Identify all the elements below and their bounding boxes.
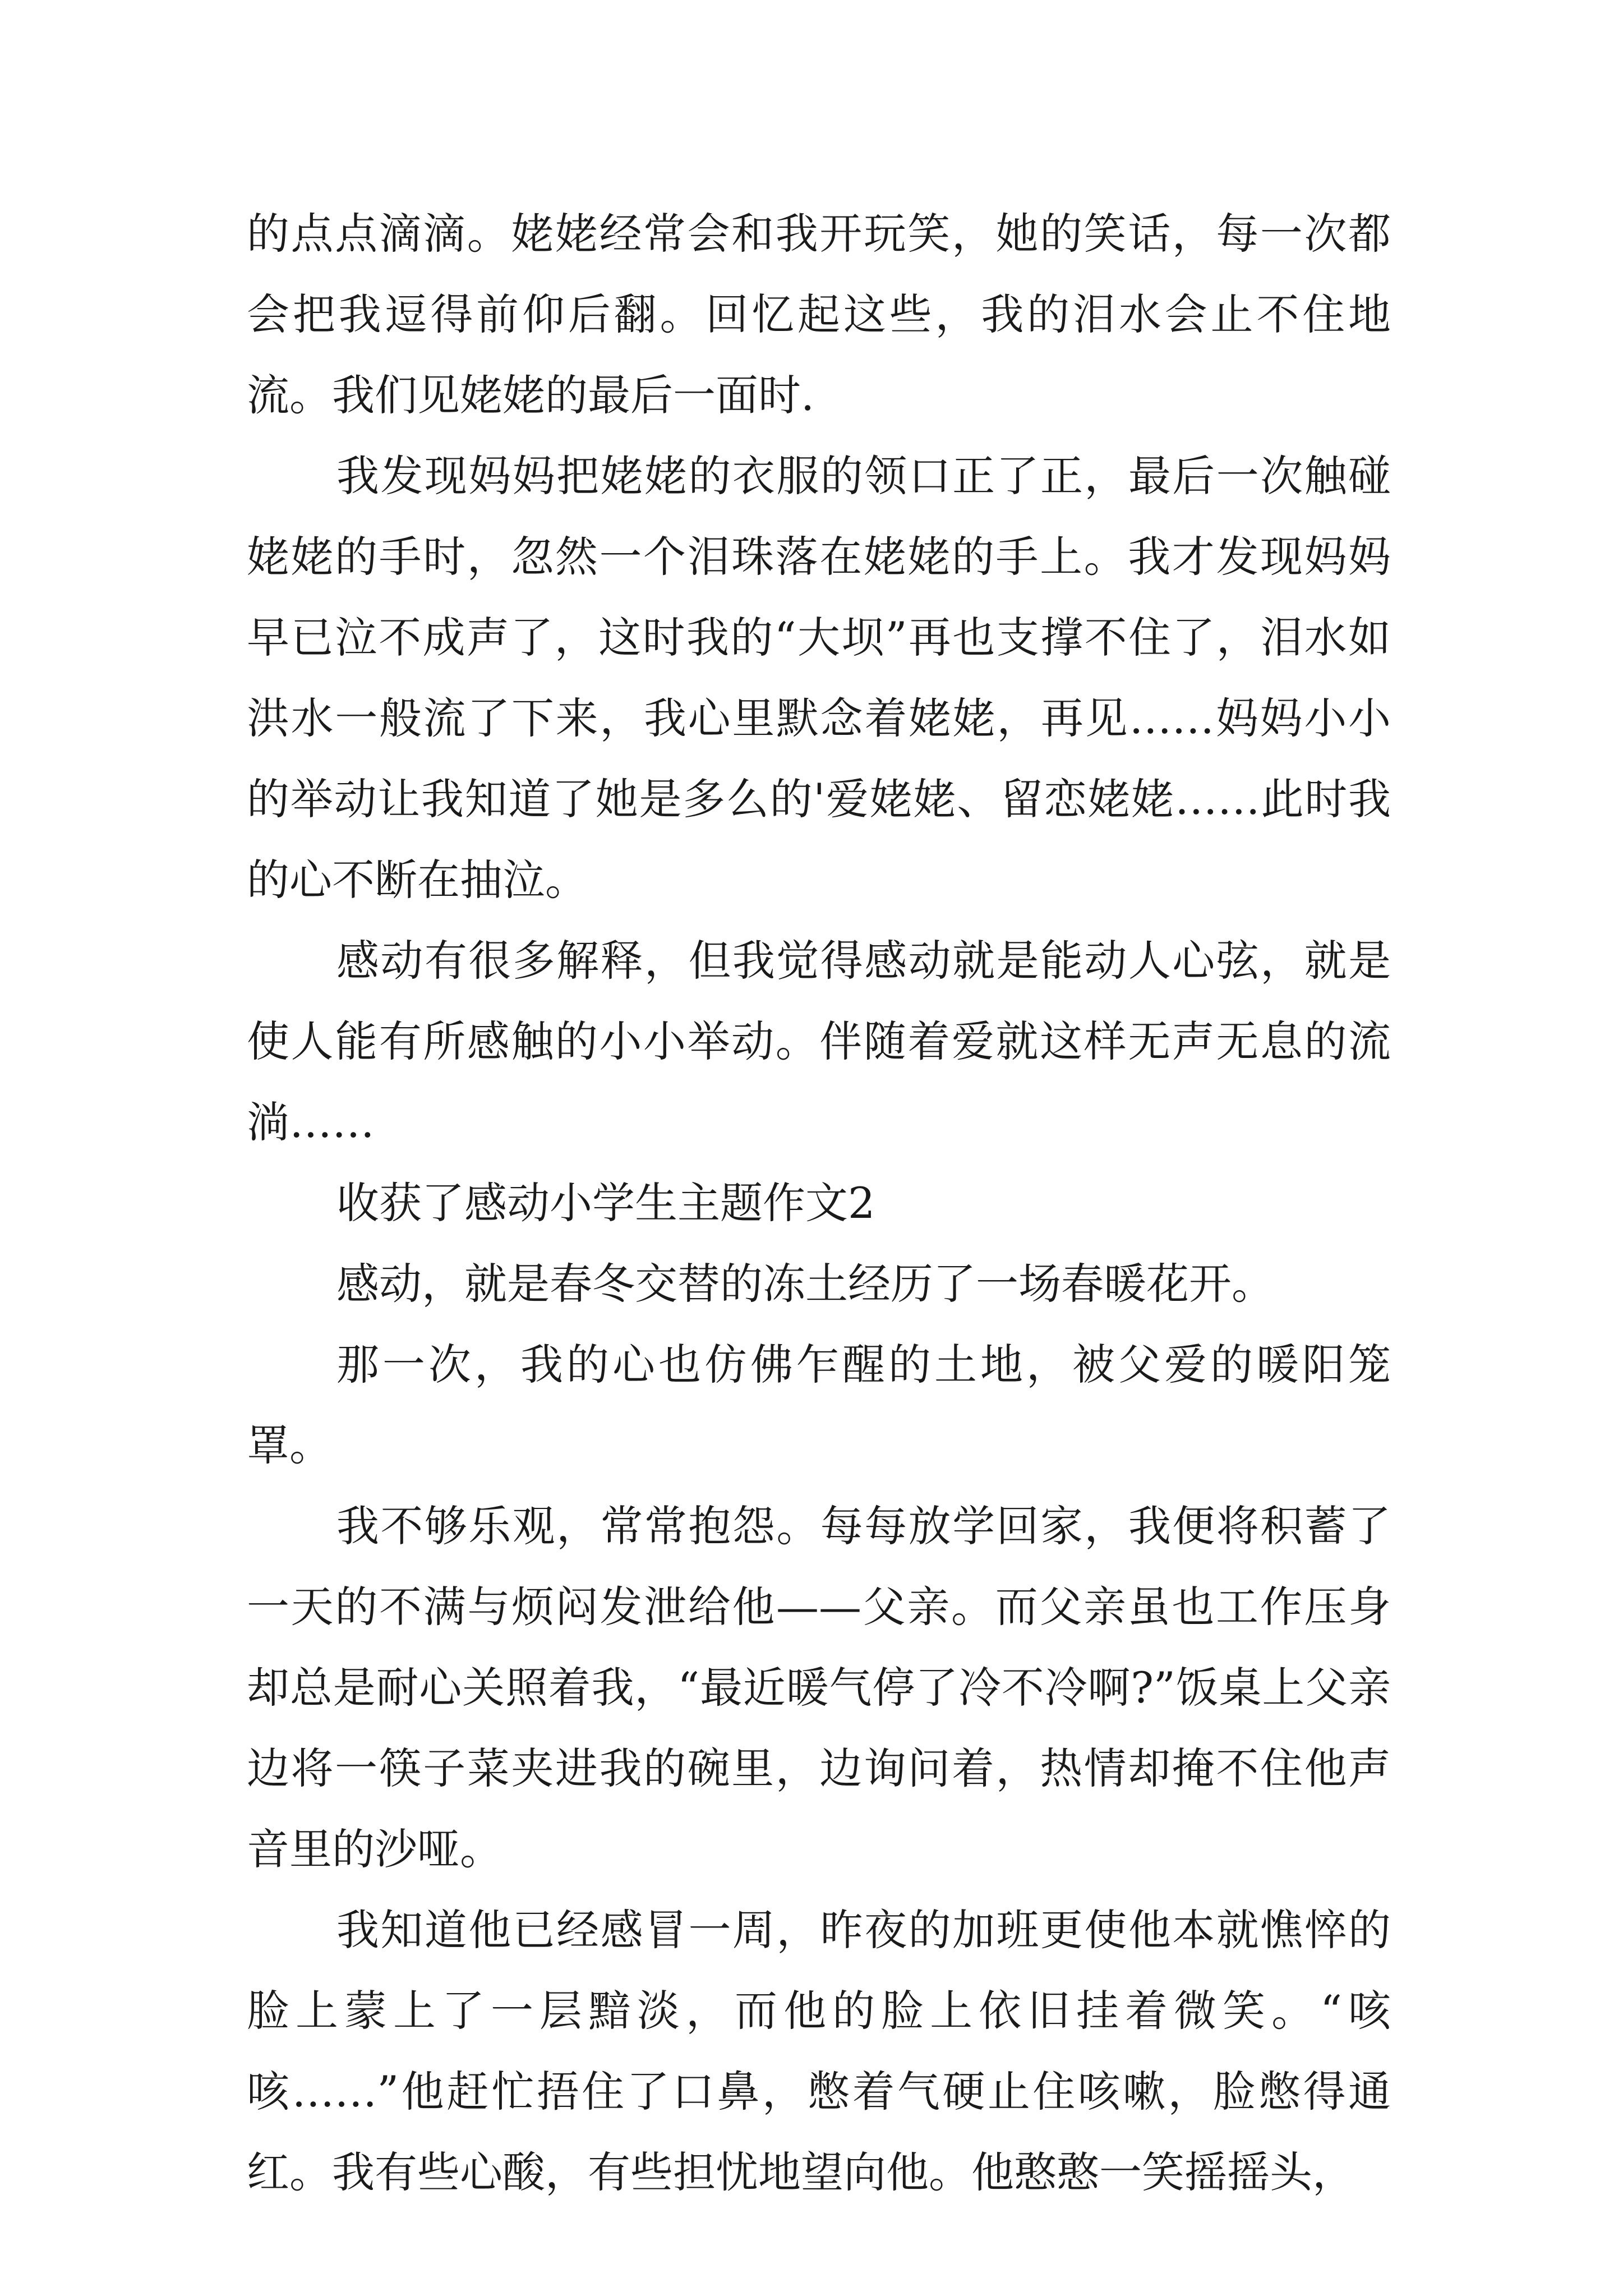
paragraph-1: 的点点滴滴。姥姥经常会和我开玩笑，她的笑话，每一次都会把我逗得前仰后翻。回忆起这些，我的泪水会止不住地流。我们见姥姥的最后一面时. bbox=[247, 209, 1391, 420]
document-body bbox=[247, 194, 1391, 2213]
essay-title: 收获了感动小学生主题作文2 bbox=[336, 1178, 875, 1228]
paragraph-2: 我发现妈妈把姥姥的衣服的领口正了正，最后一次触碰姥姥的手时，忽然一个泪珠落在姥姥的手上。我才发现妈妈早已泣不成声了，这时我的“大坝”再也支撑不住了，泪水如洪水一般流了下来，我心里默念着姥姥，再见……妈妈小小的举动让我知道了她是多么的'爱姥姥、留恋姥姥……此时我的心不断在抽泣。 bbox=[247, 451, 1391, 905]
paragraph-5: 感动，就是春冬交替的冻土经历了一场春暖花开。 bbox=[336, 1259, 1274, 1309]
paragraph-3: 感动有很多解释，但我觉得感动就是能动人心弦，就是使人能有所感触的小小举动。伴随着爱就这样无声无息的流淌…… bbox=[247, 936, 1391, 1147]
paragraph-8: 我知道他已经感冒一周，昨夜的加班更使他本就憔悴的脸上蒙上了一层黯淡，而他的脸上依旧挂着微笑。“咳咳……”他赶忙捂住了口鼻，憋着气硬止住咳嗽，脸憋得通红。我有些心酸，有些担忧地望向他。他憨憨一笑摇摇头， bbox=[247, 1905, 1391, 2197]
paragraph-6: 那一次，我的心也仿佛乍醒的土地，被父爱的暖阳笼罩。 bbox=[247, 1340, 1391, 1470]
paragraph-7: 我不够乐观，常常抱怨。每每放学回家，我便将积蓄了一天的不满与烦闷发泄给他——父亲。而父亲虽也工作压身却总是耐心关照着我，“最近暖气停了冷不冷啊?”饭桌上父亲边将一筷子菜夹进我的碗里，边询问着，热情却掩不住他声音里的沙哑。 bbox=[247, 1501, 1391, 1874]
